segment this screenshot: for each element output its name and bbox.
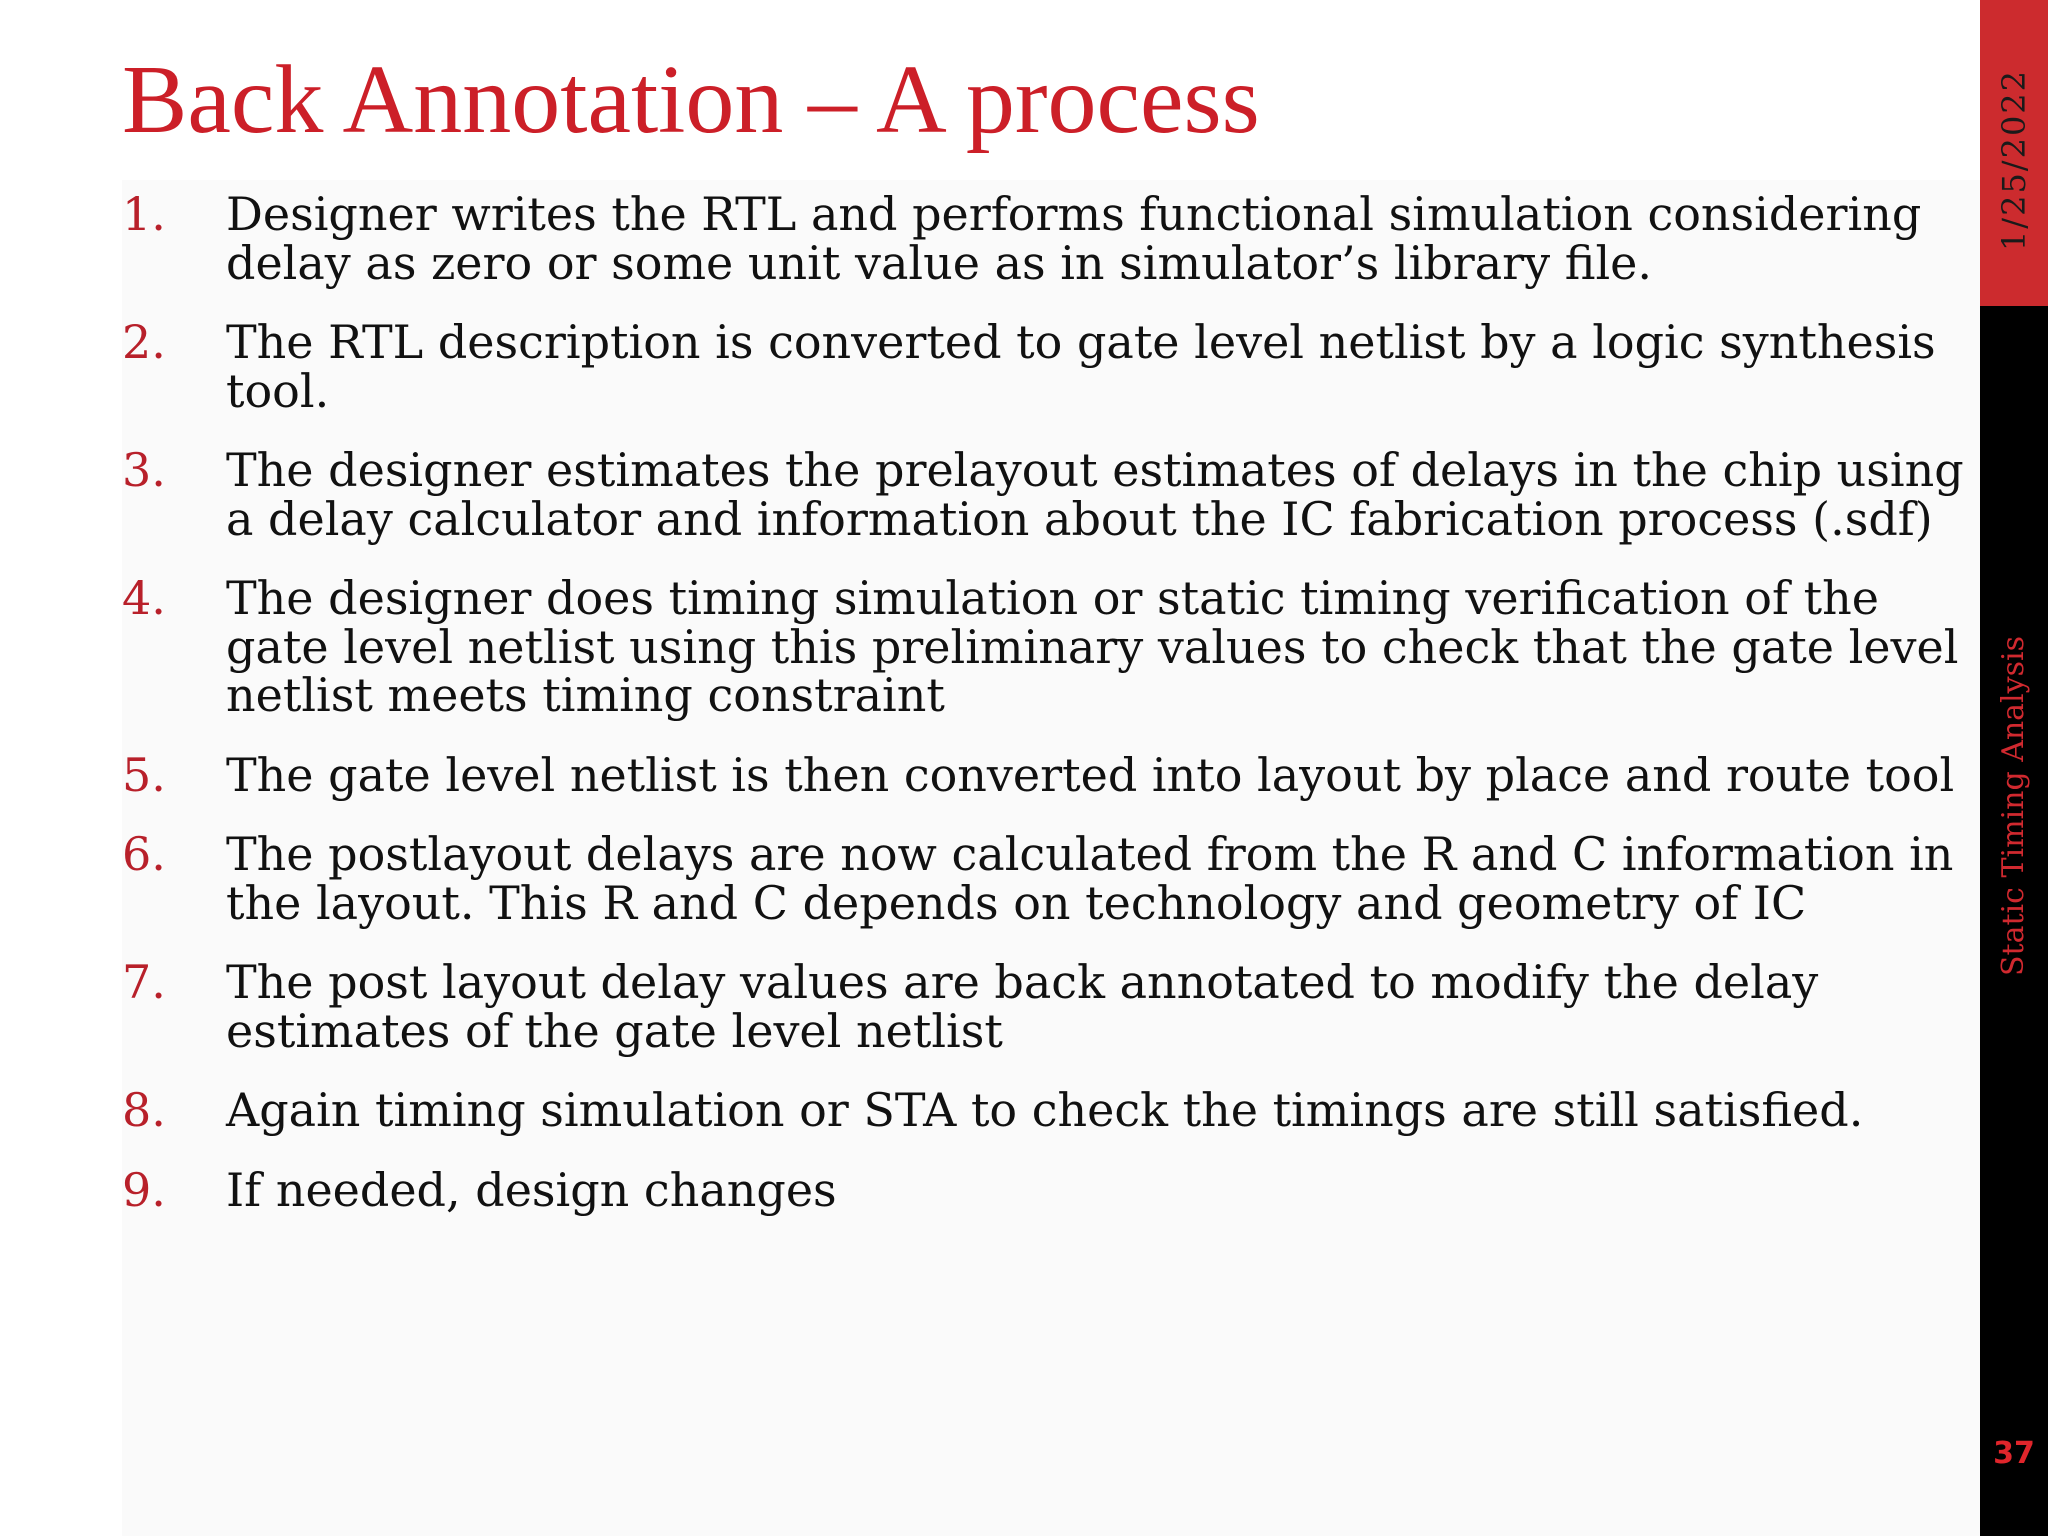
step-text: The designer does timing simulation or static timing verification of the gate level netlist using this preliminary values to check that the gate level netlist meets timing constraint (226, 571, 1959, 722)
step-number: 5. (122, 747, 166, 802)
step-number: 9. (122, 1162, 166, 1217)
step-text: The gate level netlist is then converted into layout by place and route tool (226, 747, 1955, 802)
slide-footer: Static Timing Analysis (1996, 636, 2031, 976)
process-step (122, 443, 1984, 546)
process-step (122, 571, 1984, 722)
process-step (122, 187, 1984, 290)
step-text: Designer writes the RTL and performs functional simulation considering delay as zero or some unit value as in simulator’s library file. (226, 187, 1922, 290)
step-number: 4. (122, 571, 166, 625)
slide-date: 1/25/2022 (1995, 68, 2033, 252)
process-step (122, 1083, 1984, 1137)
step-text: The post layout delay values are back annotated to modify the delay estimates of the gate level netlist (226, 955, 1819, 1058)
step-number: 6. (122, 827, 166, 881)
process-step (122, 827, 1984, 930)
process-step (122, 315, 1984, 418)
process-step (122, 955, 1984, 1058)
step-number: 7. (122, 955, 166, 1009)
step-text: The RTL description is converted to gate level netlist by a logic synthesis tool. (226, 315, 1936, 418)
process-step (122, 747, 1984, 802)
page-number: 37 (1993, 1436, 2035, 1471)
process-step (122, 1162, 1984, 1217)
step-number: 3. (122, 443, 166, 497)
step-number: 1. (122, 187, 166, 241)
slide-title: Back Annotation – A process (122, 46, 1260, 154)
step-text: The designer estimates the prelayout estimates of delays in the chip using a delay calculator and information about the IC fabrication process (.sdf) (226, 443, 1964, 546)
process-steps-list (122, 187, 1984, 1245)
step-number: 2. (122, 315, 166, 369)
step-text: The postlayout delays are now calculated from the R and C information in the layout. This R and C depends on technology and geometry of IC (226, 827, 1954, 930)
step-text: Again timing simulation or STA to check the timings are still satisfied. (226, 1083, 1864, 1137)
step-text: If needed, design changes (226, 1162, 837, 1217)
step-number: 8. (122, 1083, 166, 1137)
